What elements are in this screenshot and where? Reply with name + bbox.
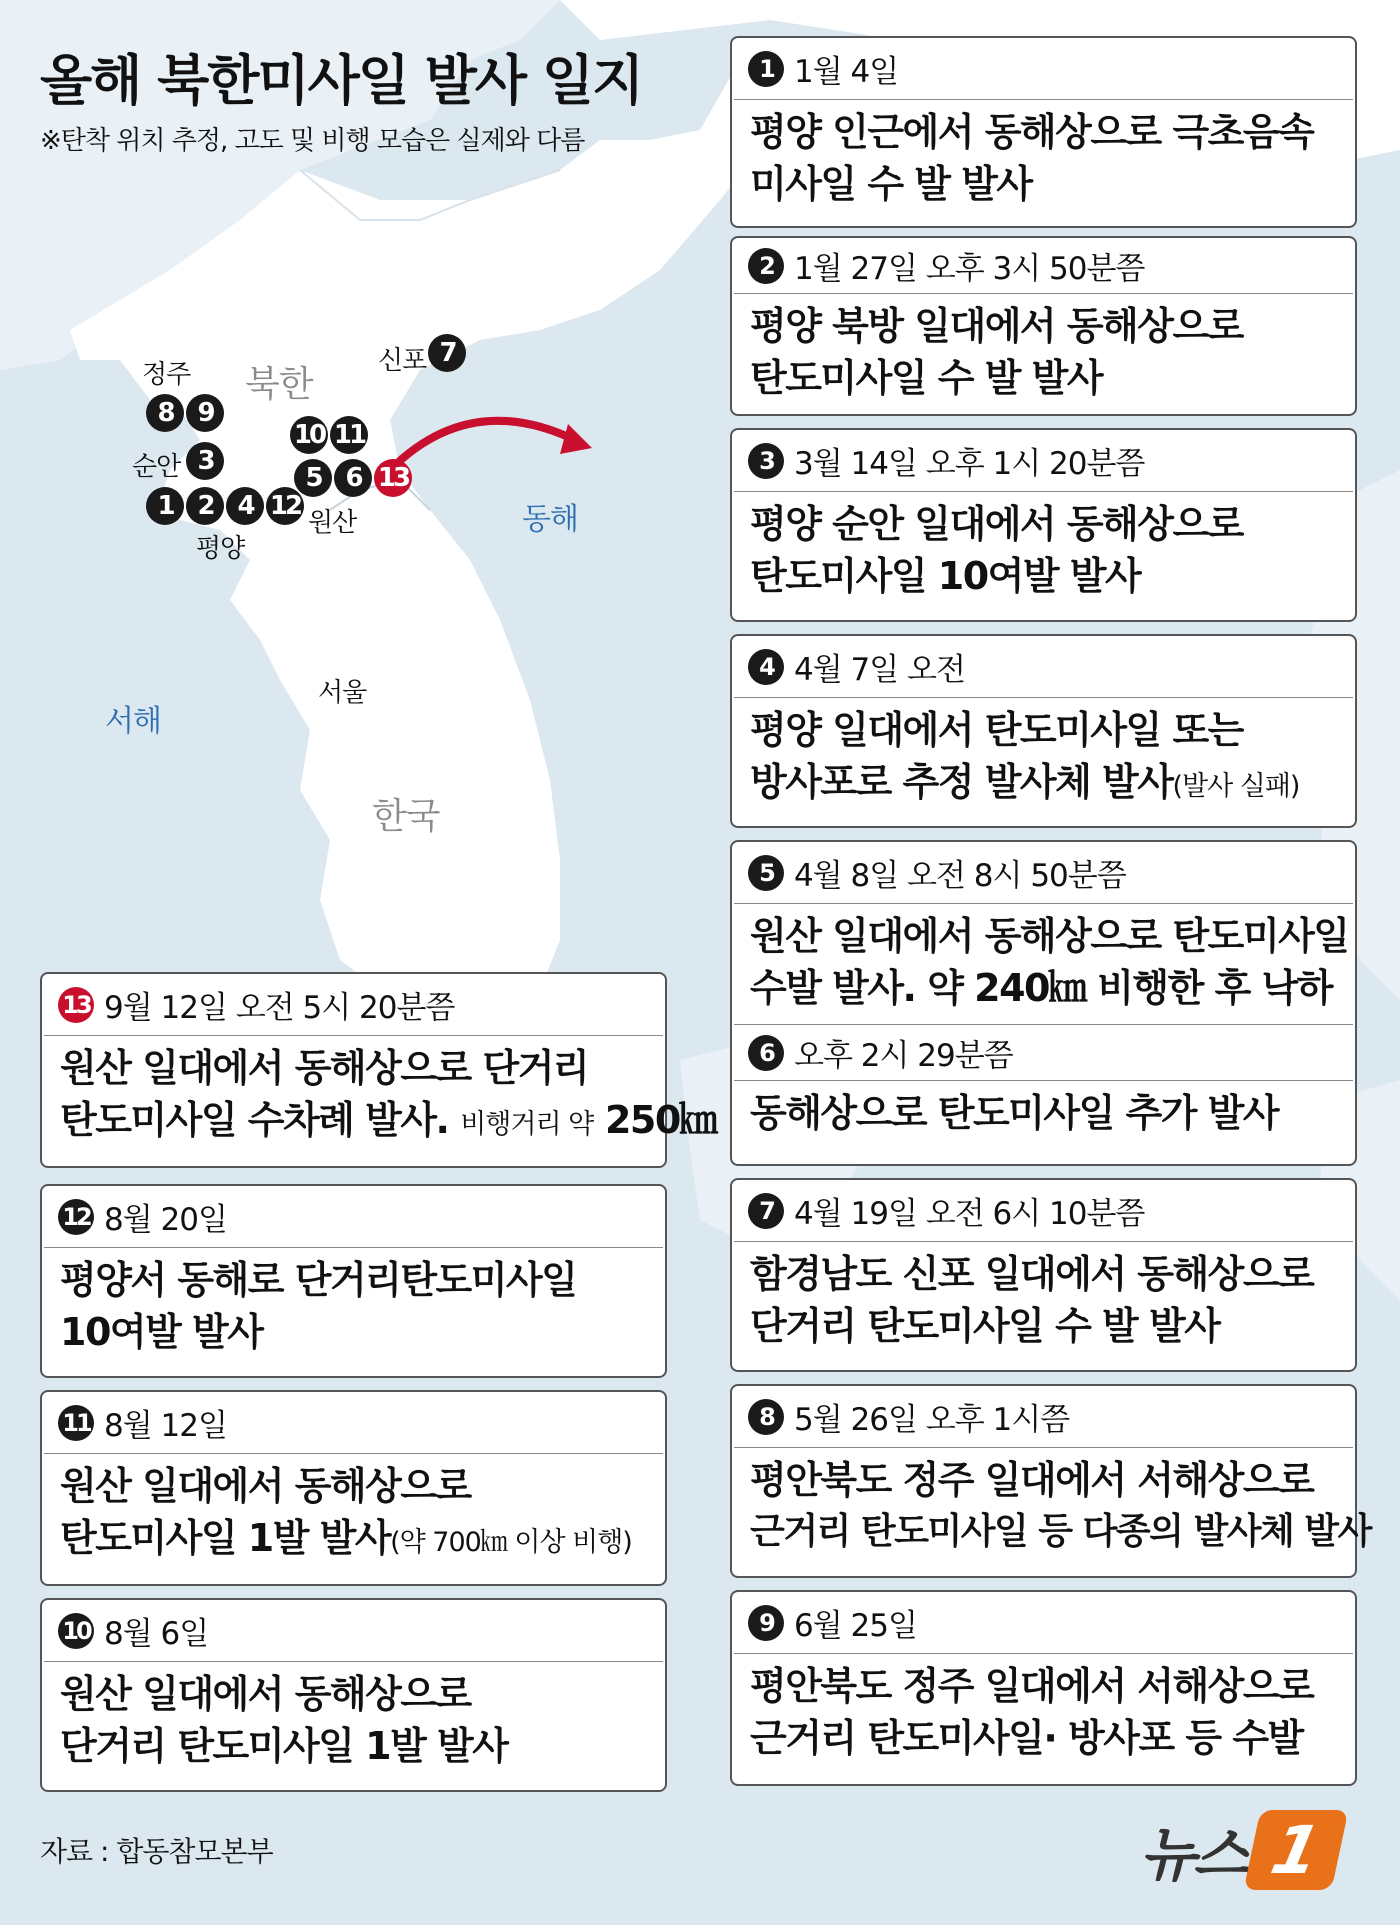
event-number: 6 — [748, 1035, 784, 1071]
event-text: 원산 일대에서 동해상으로 단거리 — [60, 1046, 589, 1090]
event-date: 4월 7일 오전 — [794, 652, 965, 688]
event-text: 방사포로 추정 발사체 발사 — [750, 760, 1173, 804]
event-text: 동해상으로 탄도미사일 추가 발사 — [750, 1091, 1279, 1135]
event-text: 평안북도 정주 일대에서 서해상으로 — [750, 1458, 1314, 1502]
marker-group-wonsan-b — [294, 459, 412, 497]
event-card-10 — [40, 1598, 667, 1792]
event-date: 6월 25일 — [794, 1608, 917, 1644]
event-date: 4월 8일 오전 8시 50분쯤 — [794, 858, 1126, 894]
news1-logo — [1140, 1808, 1340, 1892]
label-seohae: 서해 — [105, 704, 161, 739]
event-date: 5월 26일 오후 1시쯤 — [794, 1402, 1070, 1438]
source-credit: 자료 : 합동참모본부 — [40, 1835, 273, 1868]
event-number: 9 — [748, 1605, 784, 1641]
event-text: 평양 북방 일대에서 동해상으로 — [750, 304, 1243, 348]
label-donghae: 동해 — [522, 502, 578, 537]
label-seoul: 서울 — [318, 678, 367, 708]
event-number: 3 — [748, 443, 784, 479]
marker: 1 — [146, 487, 184, 525]
marker: 2 — [186, 487, 224, 525]
event-number: 11 — [58, 1405, 94, 1441]
event-date: 4월 19일 오전 6시 10분쯤 — [794, 1196, 1145, 1232]
label-sunan: 순안 — [132, 452, 181, 482]
event-text: 탄도미사일 10여발 발사 — [750, 554, 1141, 598]
event-card-4 — [730, 634, 1357, 828]
event-number: 5 — [748, 855, 784, 891]
marker: 7 — [428, 334, 466, 372]
marker: 8 — [146, 394, 184, 432]
event-text: 원산 일대에서 동해상으로 탄도미사일 — [750, 914, 1349, 958]
event-note: 비행거리 약 — [460, 1109, 594, 1140]
event-date: 8월 6일 — [104, 1616, 209, 1652]
event-text: 단거리 탄도미사일 1발 발사 — [60, 1724, 508, 1768]
marker-group-pyongyang — [146, 487, 304, 525]
event-text: 탄도미사일 수차례 발사. — [60, 1098, 449, 1142]
event-number: 8 — [748, 1399, 784, 1435]
marker: 9 — [186, 394, 224, 432]
marker-group-sinpo — [428, 334, 466, 372]
event-text: 평양 일대에서 탄도미사일 또는 — [750, 708, 1243, 752]
marker: 11 — [330, 416, 368, 454]
event-date: 3월 14일 오후 1시 20분쯤 — [794, 446, 1145, 482]
page-title: 올해 북한미사일 발사 일지 — [40, 49, 643, 112]
label-pyongyang: 평양 — [196, 534, 245, 564]
event-card-12 — [40, 1184, 667, 1378]
logo-mark: 1 — [1244, 1810, 1349, 1890]
event-text: 10여발 발사 — [60, 1310, 263, 1354]
event-text: 탄도미사일 1발 발사 — [60, 1516, 391, 1560]
event-number: 12 — [58, 1199, 94, 1235]
marker: 3 — [186, 442, 224, 480]
event-number: 2 — [748, 248, 784, 284]
event-card-11 — [40, 1390, 667, 1586]
event-number: 13 — [58, 987, 94, 1023]
subtitle: ※탄착 위치 추정, 고도 및 비행 모습은 실제와 다름 — [40, 126, 585, 156]
event-text: 평안북도 정주 일대에서 서해상으로 — [750, 1664, 1314, 1708]
marker-group-jeongju — [146, 394, 224, 432]
label-hanguk: 한국 — [372, 796, 440, 837]
event-date: 9월 12일 오전 5시 20분쯤 — [104, 990, 455, 1026]
event-date: 1월 27일 오후 3시 50분쯤 — [794, 251, 1145, 287]
marker: 6 — [334, 459, 372, 497]
event-text: 평양서 동해로 단거리탄도미사일 — [60, 1258, 577, 1302]
label-jeongju: 정주 — [142, 360, 191, 390]
label-sinpo: 신포 — [378, 346, 427, 376]
trajectory-arrow — [390, 421, 575, 470]
marker-group-sunan — [186, 442, 224, 480]
event-card-9 — [730, 1590, 1357, 1786]
event-text: 단거리 탄도미사일 수 발 발사 — [750, 1304, 1220, 1348]
event-number: 4 — [748, 649, 784, 685]
marker: 10 — [290, 416, 328, 454]
event-note-value: 250㎞ — [604, 1098, 717, 1142]
event-date: 8월 20일 — [104, 1202, 227, 1238]
event-card-2 — [730, 236, 1357, 416]
event-text: 원산 일대에서 동해상으로 — [60, 1672, 471, 1716]
event-date: 1월 4일 — [794, 54, 899, 90]
event-text: 근거리 탄도미사일 등 다종의 발사체 발사 — [750, 1511, 1371, 1552]
marker-highlight: 13 — [374, 459, 412, 497]
event-text: 미사일 수 발 발사 — [750, 162, 1032, 206]
event-card-3 — [730, 428, 1357, 622]
trajectory-arrowhead — [560, 424, 592, 454]
marker: 5 — [294, 459, 332, 497]
event-text: 수발 발사. 약 240㎞ 비행한 후 낙하 — [750, 966, 1332, 1010]
event-text: 평양 인근에서 동해상으로 극초음속 — [750, 110, 1314, 154]
event-text: 탄도미사일 수 발 발사 — [750, 356, 1103, 400]
marker: 4 — [226, 487, 264, 525]
event-text: 원산 일대에서 동해상으로 — [60, 1464, 471, 1508]
event-number: 10 — [58, 1613, 94, 1649]
logo-text: 뉴스 — [1140, 1821, 1247, 1889]
event-card-1 — [730, 36, 1357, 228]
event-card-8 — [730, 1384, 1371, 1578]
event-card-5-6 — [730, 840, 1357, 1166]
event-card-7 — [730, 1178, 1357, 1372]
event-number: 1 — [748, 51, 784, 87]
event-date: 8월 12일 — [104, 1408, 227, 1444]
event-note: (발사 실패) — [1172, 771, 1300, 802]
event-text: 근거리 탄도미사일· 방사포 등 수발 — [750, 1716, 1303, 1760]
label-bukhan: 북한 — [245, 364, 313, 405]
event-note: (약 700㎞ 이상 비행) — [390, 1527, 632, 1558]
event-number: 7 — [748, 1193, 784, 1229]
label-wonsan: 원산 — [308, 508, 357, 538]
event-card-13 — [40, 972, 717, 1168]
event-text: 평양 순안 일대에서 동해상으로 — [750, 502, 1243, 546]
marker: 12 — [266, 487, 304, 525]
event-text: 함경남도 신포 일대에서 동해상으로 — [750, 1252, 1314, 1296]
marker-group-wonsan-a — [290, 416, 368, 454]
event-date: 오후 2시 29분쯤 — [794, 1038, 1013, 1074]
